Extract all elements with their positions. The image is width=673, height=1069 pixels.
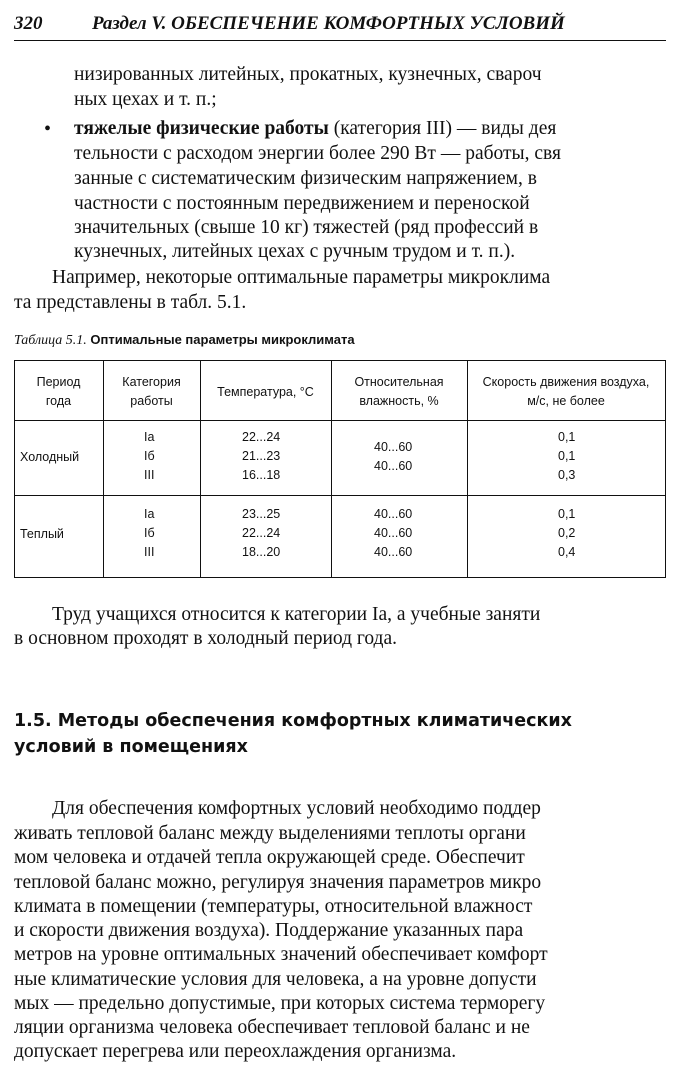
bullet-first-line-rest: (категория III) — виды дея xyxy=(328,118,557,139)
section-heading-line: 1.5. Методы обеспечения комфортных климатических xyxy=(14,711,572,731)
bullet-line: занные с систематическим физическим напряжением, в xyxy=(74,168,537,189)
table-caption xyxy=(14,331,355,350)
section-heading-line: условий в помещениях xyxy=(14,737,248,757)
intro-line: низированных литейных, прокатных, кузнечных, свароч xyxy=(74,64,542,85)
paragraph-line: в основном проходят в холодный период года. xyxy=(14,628,398,649)
bullet-line: кузнечных, литейных цехах с ручным трудом и т. п.). xyxy=(74,241,516,262)
intro-line: ных цехах и т. п.; xyxy=(74,89,217,110)
table-caption-title: Оптимальные параметры микроклимата xyxy=(90,332,355,347)
table-border xyxy=(665,361,666,577)
warm-air-speeds: 0,1 0,2 0,4 xyxy=(558,507,576,559)
running-header xyxy=(14,10,666,41)
paragraph-line: мых — предельно допустимые, при которых система терморегу xyxy=(14,993,546,1014)
section-title: Раздел V. ОБЕСПЕЧЕНИЕ КОМФОРТНЫХ УСЛОВИЙ xyxy=(92,13,565,34)
paragraph-line: допускает перегрева или переохлаждения организма. xyxy=(14,1041,457,1062)
cold-categories: Iа Iб III xyxy=(144,430,155,482)
paragraph-line: климата в помещении (температуры, относительной влажност xyxy=(14,896,533,917)
row-period-cold: Холодный xyxy=(20,450,80,464)
cold-humidity: 40...60 40...60 xyxy=(374,440,413,473)
warm-humidity: 40...60 40...60 40...60 xyxy=(374,507,413,559)
warm-categories: Iа Iб III xyxy=(144,507,155,559)
bullet-line: частности с постоянным передвижением и переноской xyxy=(74,193,530,214)
cold-temperatures: 22...24 21...23 16...18 xyxy=(242,430,281,482)
paragraph-line: живать тепловой баланс между выделениями теплоты органи xyxy=(14,823,526,844)
paragraph-line: та представлены в табл. 5.1. xyxy=(14,292,247,313)
header-divider xyxy=(14,420,666,421)
microclimate-table xyxy=(14,360,666,578)
cold-air-speeds: 0,1 0,1 0,3 xyxy=(558,430,576,482)
page-number: 320 xyxy=(14,13,43,34)
paragraph-line: Для обеспечения комфортных условий необходимо поддер xyxy=(52,798,541,819)
header-temperature: Температура, °С xyxy=(217,385,314,399)
paragraph-line: ляции организма человека обеспечивает тепловой баланс и не xyxy=(14,1017,530,1038)
header-air-speed: Скорость движения воздуха, м/с, не более xyxy=(482,375,650,408)
paragraph-line: мом человека и отдачей тепла окружающей среде. Обеспечит xyxy=(14,847,525,868)
paragraph-line: Труд учащихся относится к категории Iа, а учебные заняти xyxy=(52,604,541,625)
row-period-warm: Теплый xyxy=(20,527,64,541)
bullet-marker: • xyxy=(44,118,52,140)
row-divider xyxy=(14,495,666,496)
bullet-line: тельности с расходом энергии более 290 Вт — работы, свя xyxy=(74,143,561,164)
warm-temperatures: 23...25 22...24 18...20 xyxy=(242,507,281,559)
bullet-term: тяжелые физические работы xyxy=(74,118,329,139)
paragraph-line: ные климатические условия для человека, а на уровне допусти xyxy=(14,969,537,990)
section-heading xyxy=(14,708,572,760)
header-category: Категория работы xyxy=(122,375,181,408)
paragraph-line: метров на уровне оптимальных значений обеспечивает комфорт xyxy=(14,944,548,965)
paragraph-line: Например, некоторые оптимальные параметры микроклима xyxy=(52,267,551,288)
bullet-first-line xyxy=(74,117,556,141)
paragraph-line: тепловой баланс можно, регулируя значения параметров микро xyxy=(14,872,542,893)
bullet-line: значительных (свыше 10 кг) тяжестей (ряд профессий в xyxy=(74,217,539,238)
header-humidity: Относительная влажность, % xyxy=(354,375,444,408)
table-caption-label: Таблица 5.1. xyxy=(14,333,87,348)
header-period: Период года xyxy=(36,375,81,408)
paragraph-line: и скорости движения воздуха). Поддержание указанных пара xyxy=(14,920,524,941)
